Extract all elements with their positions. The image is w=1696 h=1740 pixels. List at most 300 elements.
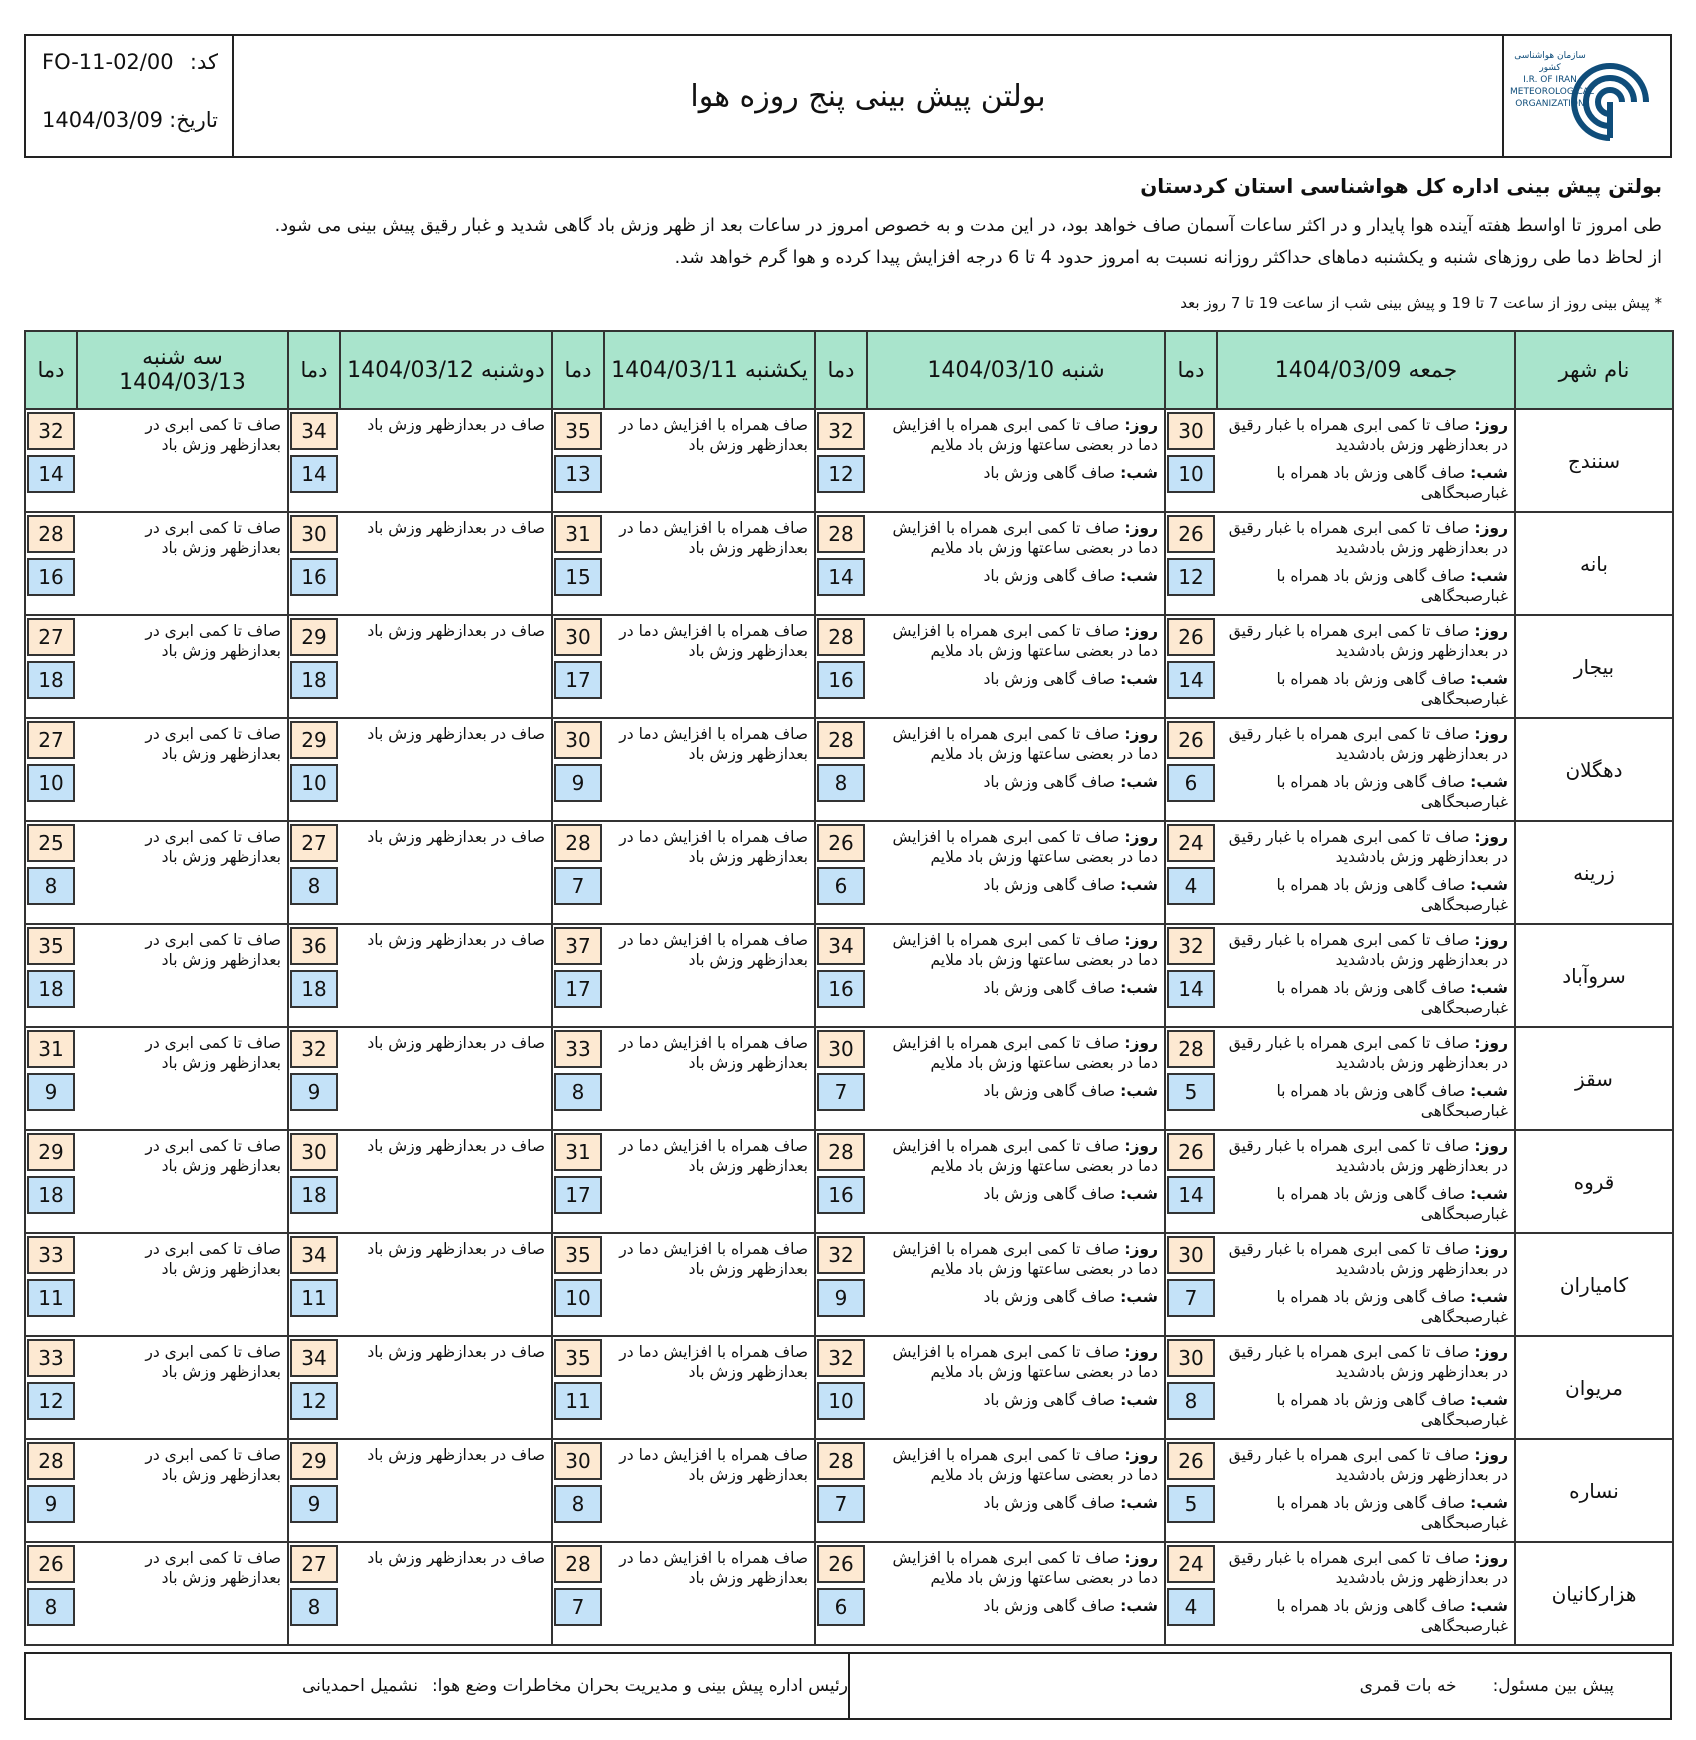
night-label: شب: (1470, 464, 1508, 482)
min-temp: 6 (817, 867, 865, 905)
day-label: روز: (1124, 416, 1158, 434)
max-temp: 34 (290, 1339, 338, 1377)
max-temp: 32 (817, 412, 865, 450)
forecast-cell-fri (1217, 718, 1515, 821)
night-label: شب: (1120, 567, 1158, 585)
max-temp: 35 (554, 1236, 602, 1274)
table-row (25, 1233, 1673, 1336)
min-temp: 10 (817, 1382, 865, 1420)
max-temp: 30 (1167, 1236, 1215, 1274)
max-temp: 25 (27, 824, 75, 862)
forecast-text: صاف تا کمی ابری در بعدازظهر وزش باد (145, 416, 281, 454)
day-label: روز: (1474, 1343, 1508, 1361)
head-label: رئیس اداره پیش بینی و مدیریت بحران مخاطرات وضع هوا: (431, 1676, 848, 1696)
temp-cell-tue (25, 924, 77, 1027)
forecast-cell-fri (1217, 409, 1515, 512)
logo-cell (1502, 36, 1670, 156)
night-label: شب: (1120, 1288, 1158, 1306)
forecast-text: صاف در بعدازظهر وزش باد (367, 931, 545, 949)
forecast-cell-tue (77, 1542, 288, 1645)
city-name: هزارکانیان (1515, 1542, 1673, 1645)
forecast-cell-fri (1217, 1130, 1515, 1233)
temp-cell-sun (552, 1130, 604, 1233)
forecast-text: صاف همراه با افزایش دما در بعدازظهر وزش باد (619, 1137, 808, 1175)
forecast-summary-1: طی امروز تا اواسط هفته آینده هوا پایدار و در اکثر ساعات آسمان صاف خواهد بود، در این مدت و به خصوص امروز در ساعات بعد از ظهر وزش باد گاهی شدید و غبار رقیق پیش بینی می شود. (274, 216, 1662, 236)
table-row (25, 512, 1673, 615)
forecast-text: صاف در بعدازظهر وزش باد (367, 416, 545, 434)
temp-cell-tue (25, 409, 77, 512)
temp-cell-sun (552, 1233, 604, 1336)
max-temp: 33 (27, 1339, 75, 1377)
night-label: شب: (1470, 773, 1508, 791)
temp-cell-sun (552, 1336, 604, 1439)
temp-cell-mon (288, 924, 340, 1027)
forecast-cell-tue (77, 1130, 288, 1233)
night-label: شب: (1120, 1494, 1158, 1512)
max-temp: 31 (27, 1030, 75, 1068)
min-temp: 18 (290, 1176, 338, 1214)
forecast-cell-tue (77, 1336, 288, 1439)
night-label: شب: (1120, 670, 1158, 688)
max-temp: 33 (27, 1236, 75, 1274)
night-label: شب: (1470, 670, 1508, 688)
temp-header: دما (815, 331, 867, 409)
forecast-cell-fri (1217, 1439, 1515, 1542)
temp-cell-sun (552, 1439, 604, 1542)
day-forecast: صاف تا کمی ابری همراه با غبار رقیق در بعدازظهر وزش بادشدید (1228, 1240, 1508, 1278)
min-temp: 7 (554, 1588, 602, 1626)
temp-header: دما (25, 331, 77, 409)
min-temp: 8 (290, 867, 338, 905)
day-label: روز: (1124, 1137, 1158, 1155)
night-forecast: صاف گاهی وزش باد (983, 773, 1116, 791)
night-label: شب: (1120, 1082, 1158, 1100)
forecast-table (24, 330, 1674, 1646)
min-temp: 4 (1167, 867, 1215, 905)
temp-cell-fri (1165, 821, 1217, 924)
forecast-cell-tue (77, 924, 288, 1027)
forecast-cell-sun (604, 718, 815, 821)
bulletin-header (24, 34, 1672, 158)
forecast-text: صاف تا کمی ابری در بعدازظهر وزش باد (145, 1549, 281, 1587)
max-temp: 28 (817, 721, 865, 759)
max-temp: 28 (1167, 1030, 1215, 1068)
forecast-cell-mon (340, 924, 552, 1027)
day-forecast: صاف تا کمی ابری همراه با غبار رقیق در بعدازظهر وزش بادشدید (1228, 1446, 1508, 1484)
max-temp: 24 (1167, 824, 1215, 862)
min-temp: 12 (27, 1382, 75, 1420)
min-temp: 8 (554, 1073, 602, 1111)
max-temp: 26 (817, 1545, 865, 1583)
min-temp: 9 (27, 1485, 75, 1523)
forecast-text: صاف همراه با افزایش دما در بعدازظهر وزش باد (619, 1034, 808, 1072)
temp-cell-fri (1165, 1027, 1217, 1130)
day-forecast: صاف تا کمی ابری همراه با افزایش دما در بعضی ساعتها وزش باد ملایم (892, 725, 1158, 763)
max-temp: 32 (290, 1030, 338, 1068)
city-name: قروه (1515, 1130, 1673, 1233)
max-temp: 35 (554, 412, 602, 450)
min-temp: 7 (1167, 1279, 1215, 1317)
head-cell (26, 1654, 880, 1718)
min-temp: 7 (554, 867, 602, 905)
max-temp: 32 (817, 1339, 865, 1377)
night-label: شب: (1470, 1597, 1508, 1615)
night-forecast: صاف گاهی وزش باد همراه با غبارصبحگاهی (1276, 464, 1508, 502)
logo-text-fa: سازمان هواشناسی کشور (1514, 51, 1586, 73)
logo-text-en-2: METEOROLOGICAL (1510, 87, 1594, 97)
night-forecast: صاف گاهی وزش باد (983, 1082, 1116, 1100)
day-label: روز: (1124, 1446, 1158, 1464)
day-forecast: صاف تا کمی ابری همراه با افزایش دما در بعضی ساعتها وزش باد ملایم (892, 622, 1158, 660)
night-forecast: صاف گاهی وزش باد همراه با غبارصبحگاهی (1276, 1494, 1508, 1532)
max-temp: 36 (290, 927, 338, 965)
max-temp: 30 (554, 721, 602, 759)
min-temp: 15 (554, 558, 602, 596)
day-header-sun: یکشنبه 1404/03/11 (604, 331, 815, 409)
min-temp: 10 (1167, 455, 1215, 493)
forecast-cell-sun (604, 1130, 815, 1233)
forecast-cell-tue (77, 512, 288, 615)
forecast-cell-mon (340, 1336, 552, 1439)
day-forecast: صاف تا کمی ابری همراه با افزایش دما در بعضی ساعتها وزش باد ملایم (892, 416, 1158, 454)
temp-cell-tue (25, 1233, 77, 1336)
forecast-text: صاف همراه با افزایش دما در بعدازظهر وزش باد (619, 1343, 808, 1381)
day-forecast: صاف تا کمی ابری همراه با غبار رقیق در بعدازظهر وزش بادشدید (1228, 828, 1508, 866)
temp-cell-fri (1165, 1439, 1217, 1542)
day-label: روز: (1124, 622, 1158, 640)
max-temp: 31 (554, 1133, 602, 1171)
min-temp: 6 (817, 1588, 865, 1626)
forecast-text: صاف در بعدازظهر وزش باد (367, 725, 545, 743)
max-temp: 29 (290, 1442, 338, 1480)
min-temp: 6 (1167, 764, 1215, 802)
forecast-cell-sun (604, 1233, 815, 1336)
max-temp: 32 (1167, 927, 1215, 965)
day-label: روز: (1474, 1240, 1508, 1258)
forecast-text: صاف تا کمی ابری در بعدازظهر وزش باد (145, 931, 281, 969)
min-temp: 17 (554, 1176, 602, 1214)
forecast-cell-fri (1217, 1336, 1515, 1439)
meteorological-organization-logo-icon (1570, 50, 1650, 144)
min-temp: 16 (817, 1176, 865, 1214)
day-forecast: صاف تا کمی ابری همراه با غبار رقیق در بعدازظهر وزش بادشدید (1228, 416, 1508, 454)
code-label: کد: (189, 50, 218, 74)
temp-header: دما (552, 331, 604, 409)
min-temp: 8 (1167, 1382, 1215, 1420)
max-temp: 35 (554, 1339, 602, 1377)
forecast-cell-mon (340, 1130, 552, 1233)
night-forecast: صاف گاهی وزش باد (983, 979, 1116, 997)
city-name: زرینه (1515, 821, 1673, 924)
date-label: تاریخ: (169, 108, 218, 132)
min-temp: 10 (290, 764, 338, 802)
min-temp: 12 (1167, 558, 1215, 596)
day-forecast: صاف تا کمی ابری همراه با افزایش دما در بعضی ساعتها وزش باد ملایم (892, 931, 1158, 969)
forecast-cell-fri (1217, 512, 1515, 615)
day-label: روز: (1474, 1034, 1508, 1052)
temp-cell-fri (1165, 615, 1217, 718)
temp-cell-tue (25, 1130, 77, 1233)
forecast-text: صاف تا کمی ابری در بعدازظهر وزش باد (145, 519, 281, 557)
forecast-text: صاف در بعدازظهر وزش باد (367, 1137, 545, 1155)
night-label: شب: (1470, 876, 1508, 894)
max-temp: 30 (290, 1133, 338, 1171)
forecast-text: صاف در بعدازظهر وزش باد (367, 1240, 545, 1258)
temp-cell-sat (815, 1336, 867, 1439)
min-temp: 14 (27, 455, 75, 493)
night-forecast: صاف گاهی وزش باد همراه با غبارصبحگاهی (1276, 670, 1508, 708)
temp-cell-sat (815, 924, 867, 1027)
temp-header: دما (288, 331, 340, 409)
night-label: شب: (1470, 1082, 1508, 1100)
temp-cell-tue (25, 512, 77, 615)
forecast-text: صاف در بعدازظهر وزش باد (367, 1549, 545, 1567)
city-column-header: نام شهر (1515, 331, 1673, 409)
max-temp: 30 (817, 1030, 865, 1068)
day-forecast: صاف تا کمی ابری همراه با غبار رقیق در بعدازظهر وزش بادشدید (1228, 931, 1508, 969)
night-label: شب: (1120, 876, 1158, 894)
temp-cell-fri (1165, 1542, 1217, 1645)
min-temp: 12 (817, 455, 865, 493)
forecast-cell-sun (604, 924, 815, 1027)
night-forecast: صاف گاهی وزش باد همراه با غبارصبحگاهی (1276, 979, 1508, 1017)
min-temp: 16 (817, 661, 865, 699)
forecast-cell-mon (340, 512, 552, 615)
night-forecast: صاف گاهی وزش باد (983, 876, 1116, 894)
max-temp: 24 (1167, 1545, 1215, 1583)
logo-text-en-3: ORGANIZATION (1515, 99, 1585, 109)
temp-cell-mon (288, 512, 340, 615)
day-forecast: صاف تا کمی ابری همراه با غبار رقیق در بعدازظهر وزش بادشدید (1228, 725, 1508, 763)
day-label: روز: (1124, 1549, 1158, 1567)
day-forecast: صاف تا کمی ابری همراه با افزایش دما در بعضی ساعتها وزش باد ملایم (892, 1446, 1158, 1484)
forecast-text: صاف همراه با افزایش دما در بعدازظهر وزش باد (619, 416, 808, 454)
max-temp: 26 (1167, 1133, 1215, 1171)
forecast-text: صاف تا کمی ابری در بعدازظهر وزش باد (145, 725, 281, 763)
forecast-cell-mon (340, 1027, 552, 1130)
max-temp: 27 (27, 721, 75, 759)
min-temp: 16 (27, 558, 75, 596)
table-row (25, 924, 1673, 1027)
min-temp: 12 (290, 1382, 338, 1420)
night-label: شب: (1470, 567, 1508, 585)
forecast-text: صاف در بعدازظهر وزش باد (367, 622, 545, 640)
table-row (25, 1439, 1673, 1542)
forecast-cell-sat (867, 1439, 1165, 1542)
min-temp: 16 (290, 558, 338, 596)
day-forecast: صاف تا کمی ابری همراه با افزایش دما در بعضی ساعتها وزش باد ملایم (892, 1240, 1158, 1278)
min-temp: 11 (554, 1382, 602, 1420)
max-temp: 27 (27, 618, 75, 656)
day-label: روز: (1474, 1137, 1508, 1155)
max-temp: 32 (27, 412, 75, 450)
temp-cell-sat (815, 1542, 867, 1645)
max-temp: 28 (817, 515, 865, 553)
day-forecast: صاف تا کمی ابری همراه با غبار رقیق در بعدازظهر وزش بادشدید (1228, 1137, 1508, 1175)
forecast-cell-mon (340, 409, 552, 512)
min-temp: 10 (554, 1279, 602, 1317)
night-forecast: صاف گاهی وزش باد همراه با غبارصبحگاهی (1276, 773, 1508, 811)
night-forecast: صاف گاهی وزش باد (983, 1391, 1116, 1409)
night-label: شب: (1470, 979, 1508, 997)
day-label: روز: (1474, 622, 1508, 640)
temp-cell-sat (815, 1130, 867, 1233)
forecast-cell-fri (1217, 615, 1515, 718)
temp-cell-sun (552, 615, 604, 718)
date-value: 1404/03/09 (42, 108, 164, 132)
forecast-cell-sun (604, 1336, 815, 1439)
max-temp: 37 (554, 927, 602, 965)
night-label: شب: (1120, 773, 1158, 791)
forecast-cell-mon (340, 718, 552, 821)
org-title: بولتن پیش بینی اداره کل هواشناسی استان کردستان (1140, 174, 1662, 198)
day-forecast: صاف تا کمی ابری همراه با غبار رقیق در بعدازظهر وزش بادشدید (1228, 1343, 1508, 1381)
forecast-text: صاف همراه با افزایش دما در بعدازظهر وزش باد (619, 931, 808, 969)
forecast-text: صاف تا کمی ابری در بعدازظهر وزش باد (145, 828, 281, 866)
forecast-cell-sat (867, 1027, 1165, 1130)
day-label: روز: (1474, 416, 1508, 434)
min-temp: 8 (817, 764, 865, 802)
forecast-cell-sat (867, 409, 1165, 512)
max-temp: 27 (290, 1545, 338, 1583)
day-header-tue: سه شنبه 1404/03/13 (77, 331, 288, 409)
forecast-cell-fri (1217, 1233, 1515, 1336)
min-temp: 16 (817, 970, 865, 1008)
day-label: روز: (1474, 828, 1508, 846)
night-forecast: صاف گاهی وزش باد (983, 1288, 1116, 1306)
day-forecast: صاف تا کمی ابری همراه با افزایش دما در بعضی ساعتها وزش باد ملایم (892, 1343, 1158, 1381)
max-temp: 29 (290, 618, 338, 656)
forecast-cell-sun (604, 512, 815, 615)
forecast-cell-fri (1217, 1542, 1515, 1645)
max-temp: 26 (1167, 721, 1215, 759)
temp-cell-sun (552, 924, 604, 1027)
forecast-cell-tue (77, 1233, 288, 1336)
temp-cell-mon (288, 1439, 340, 1542)
forecast-cell-sun (604, 1027, 815, 1130)
min-temp: 9 (290, 1485, 338, 1523)
forecast-text: صاف تا کمی ابری در بعدازظهر وزش باد (145, 1343, 281, 1381)
day-forecast: صاف تا کمی ابری همراه با افزایش دما در بعضی ساعتها وزش باد ملایم (892, 1137, 1158, 1175)
max-temp: 34 (290, 412, 338, 450)
temp-cell-fri (1165, 1336, 1217, 1439)
max-temp: 30 (290, 515, 338, 553)
night-label: شب: (1120, 464, 1158, 482)
min-temp: 9 (27, 1073, 75, 1111)
table-row (25, 718, 1673, 821)
min-temp: 5 (1167, 1073, 1215, 1111)
city-name: بیجار (1515, 615, 1673, 718)
min-temp: 8 (290, 1588, 338, 1626)
min-temp: 14 (817, 558, 865, 596)
max-temp: 30 (554, 618, 602, 656)
forecast-cell-fri (1217, 924, 1515, 1027)
min-temp: 5 (1167, 1485, 1215, 1523)
forecast-cell-sat (867, 1336, 1165, 1439)
forecast-time-note: * پیش بینی روز از ساعت 7 تا 19 و پیش بینی شب از ساعت 19 تا 7 روز بعد (1180, 294, 1662, 312)
table-row (25, 1027, 1673, 1130)
forecast-cell-mon (340, 1439, 552, 1542)
day-label: روز: (1124, 1240, 1158, 1258)
table-row (25, 409, 1673, 512)
forecast-text: صاف همراه با افزایش دما در بعدازظهر وزش باد (619, 1446, 808, 1484)
temp-cell-mon (288, 1130, 340, 1233)
forecast-cell-sun (604, 615, 815, 718)
forecast-cell-sun (604, 1439, 815, 1542)
night-forecast: صاف گاهی وزش باد همراه با غبارصبحگاهی (1276, 567, 1508, 605)
table-row (25, 1336, 1673, 1439)
table-row (25, 615, 1673, 718)
forecast-cell-mon (340, 1233, 552, 1336)
night-forecast: صاف گاهی وزش باد (983, 1494, 1116, 1512)
day-label: روز: (1124, 725, 1158, 743)
temp-cell-sun (552, 409, 604, 512)
forecast-text: صاف در بعدازظهر وزش باد (367, 1343, 545, 1361)
page-title: بولتن پیش بینی پنج روزه هوا (690, 78, 1046, 114)
logo-text-en-1: I.R. OF IRAN (1523, 75, 1577, 85)
day-label: روز: (1474, 519, 1508, 537)
min-temp: 10 (27, 764, 75, 802)
min-temp: 7 (817, 1485, 865, 1523)
night-forecast: صاف گاهی وزش باد (983, 1597, 1116, 1615)
temp-cell-sat (815, 1027, 867, 1130)
day-forecast: صاف تا کمی ابری همراه با افزایش دما در بعضی ساعتها وزش باد ملایم (892, 1034, 1158, 1072)
night-label: شب: (1120, 1391, 1158, 1409)
max-temp: 30 (1167, 1339, 1215, 1377)
forecast-cell-sat (867, 1233, 1165, 1336)
min-temp: 11 (290, 1279, 338, 1317)
forecast-cell-sun (604, 1542, 815, 1645)
max-temp: 27 (290, 824, 338, 862)
forecast-text: صاف همراه با افزایش دما در بعدازظهر وزش باد (619, 725, 808, 763)
min-temp: 17 (554, 970, 602, 1008)
day-forecast: صاف تا کمی ابری همراه با افزایش دما در بعضی ساعتها وزش باد ملایم (892, 519, 1158, 557)
min-temp: 9 (817, 1279, 865, 1317)
min-temp: 18 (27, 1176, 75, 1214)
temp-cell-sat (815, 821, 867, 924)
night-forecast: صاف گاهی وزش باد (983, 670, 1116, 688)
day-forecast: صاف تا کمی ابری همراه با غبار رقیق در بعدازظهر وزش بادشدید (1228, 622, 1508, 660)
forecast-cell-tue (77, 615, 288, 718)
code-date-cell (26, 36, 234, 156)
forecast-text: صاف همراه با افزایش دما در بعدازظهر وزش باد (619, 1549, 808, 1587)
day-label: روز: (1124, 519, 1158, 537)
forecast-cell-tue (77, 718, 288, 821)
temp-cell-tue (25, 1542, 77, 1645)
forecast-cell-sat (867, 1130, 1165, 1233)
min-temp: 4 (1167, 1588, 1215, 1626)
min-temp: 8 (554, 1485, 602, 1523)
max-temp: 29 (27, 1133, 75, 1171)
day-label: روز: (1124, 931, 1158, 949)
day-label: روز: (1474, 1549, 1508, 1567)
signature-footer (24, 1652, 1672, 1720)
min-temp: 7 (817, 1073, 865, 1111)
day-header-mon: دوشنبه 1404/03/12 (340, 331, 552, 409)
min-temp: 18 (290, 661, 338, 699)
max-temp: 26 (1167, 515, 1215, 553)
day-header-sat: شنبه 1404/03/10 (867, 331, 1165, 409)
temp-cell-fri (1165, 1130, 1217, 1233)
temp-cell-sat (815, 1233, 867, 1336)
table-row (25, 821, 1673, 924)
max-temp: 26 (817, 824, 865, 862)
temp-cell-mon (288, 1233, 340, 1336)
day-label: روز: (1124, 1034, 1158, 1052)
night-forecast: صاف گاهی وزش باد همراه با غبارصبحگاهی (1276, 876, 1508, 914)
temp-cell-sat (815, 409, 867, 512)
day-label: روز: (1474, 931, 1508, 949)
